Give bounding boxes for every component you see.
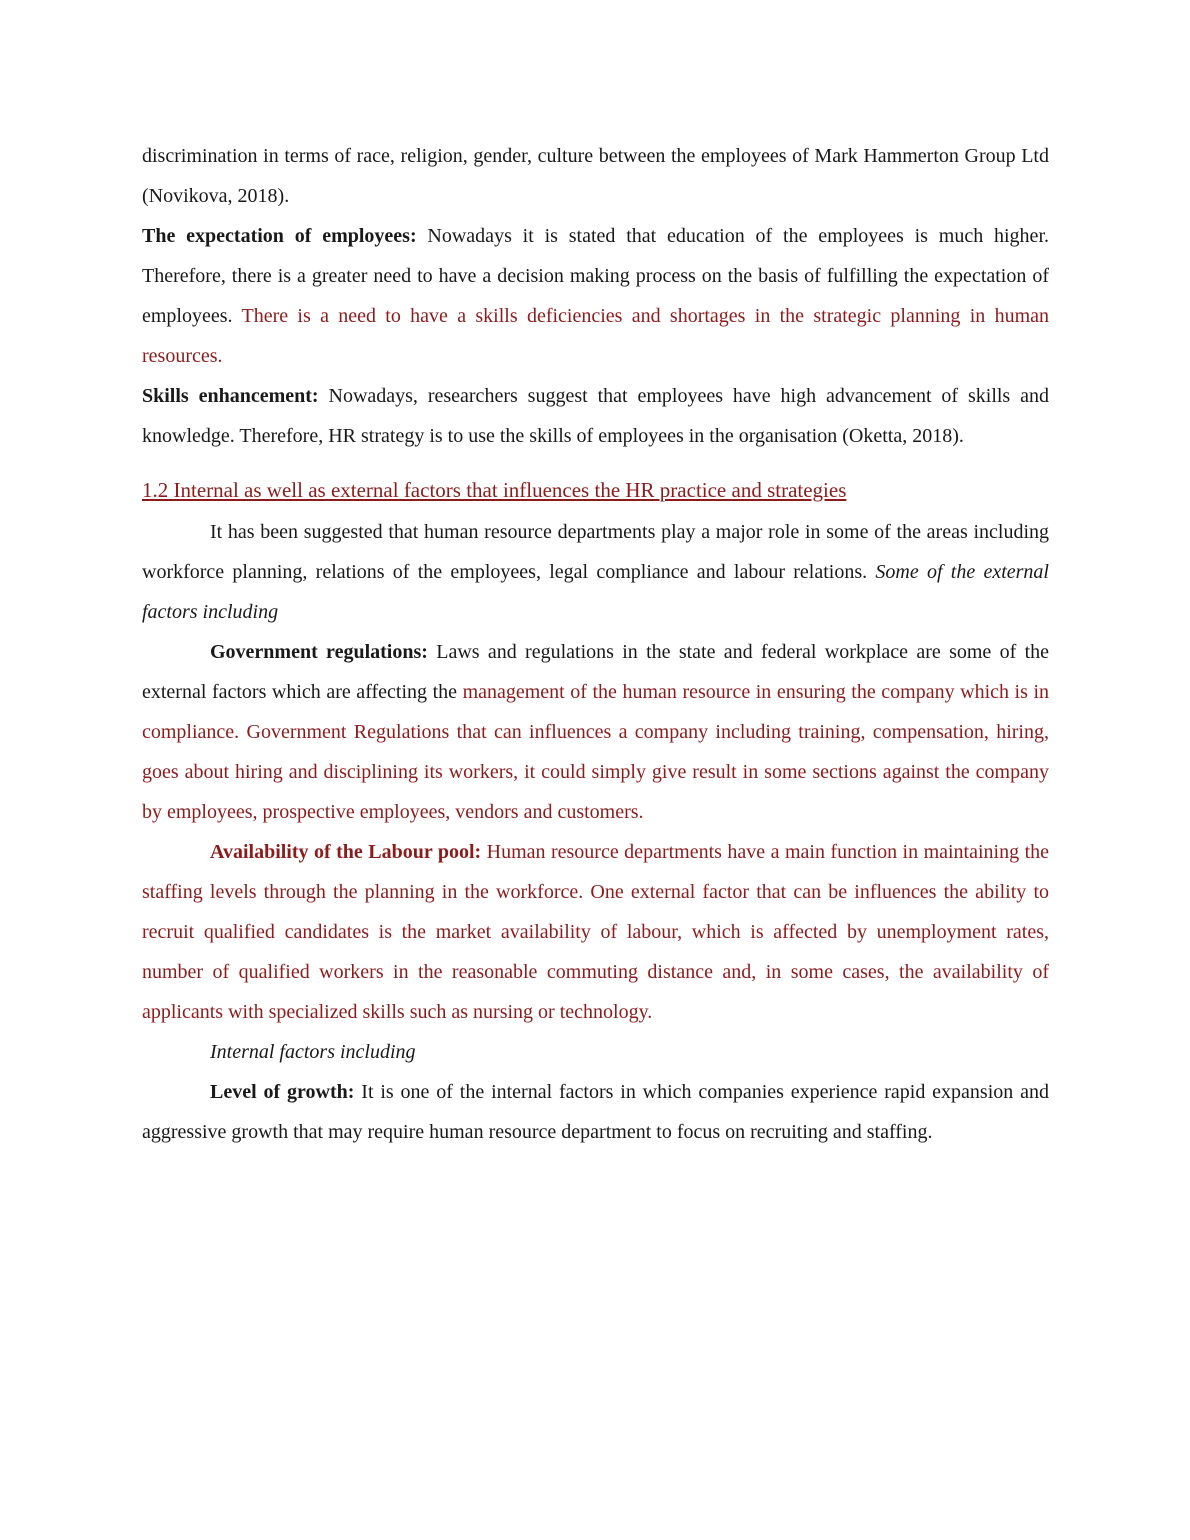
body-text: It is one of the internal factors in which companies experience rapid expansion and aggressive growth that may require human resource department to focus on recruiting and staffing.	[142, 1081, 1050, 1143]
paragraph-hr-departments-role	[142, 512, 1049, 632]
italic-phrase: Internal factors including	[210, 1041, 416, 1063]
body-text: It has been suggested that human resource departments play a major role in some of the areas including workforce planning, relations of the employees, legal compliance and labour relations.	[142, 521, 1049, 583]
italic-phrase: Some of the external factors including	[142, 561, 1049, 623]
red-passage: Human resource departments have a main function in maintaining the staffing levels through the planning in the workforce. One external factor that can be influences the ability to recruit qualified candidates is the market availability of labour, which is affected by unemployment rates, number of qualified workers in the reasonable commuting distance and, in some cases, the availability of applicants with specialized skills such as nursing or technology.	[142, 841, 1050, 1023]
body-text: Nowadays, researchers suggest that employees have high advancement of skills and knowledge. Therefore, HR strategy is to use the skills of employees in the organisation (Oketta, 2018).	[142, 385, 1049, 447]
bold-red-lead: Availability of the Labour pool:	[210, 841, 487, 863]
body-text: Nowadays it is stated that education of the employees is much higher. Therefore, there is a greater need to have a decision making process on the basis of fulfilling the expectation of employees.	[142, 225, 1049, 327]
paragraph-internal-factors	[142, 1032, 1049, 1072]
red-passage: management of the human resource in ensuring the company which is in compliance. Government Regulations that can influences a company including training, compensation, hiring, goes about hiring and disciplining its workers, it could simply give result in some sections against the company by employees, prospective employees, vendors and customers.	[142, 681, 1050, 823]
bold-lead: Government regulations:	[210, 641, 437, 663]
paragraph-level-of-growth	[142, 1072, 1049, 1152]
paragraph-government-regulations	[142, 632, 1049, 832]
paragraph-skills-enhancement	[142, 376, 1049, 456]
bold-lead: The expectation of employees:	[142, 225, 428, 247]
page-content	[142, 136, 1049, 1152]
paragraph-availability-labour-pool	[142, 832, 1049, 1032]
body-text: Laws and regulations in the state and federal workplace are some of the external factors which are affecting the	[142, 641, 1050, 703]
paragraph-discrimination	[142, 136, 1049, 216]
paragraph-expectation-of-employees	[142, 216, 1049, 376]
red-sentence: There is a need to have a skills deficiencies and shortages in the strategic planning in human resources.	[142, 305, 1050, 367]
bold-lead: Level of growth:	[210, 1081, 362, 1103]
body-text: discrimination in terms of race, religion, gender, culture between the employees of Mark Hammerton Group Ltd (Novikova, 2018).	[142, 145, 1049, 207]
bold-lead: Skills enhancement:	[142, 385, 329, 407]
section-heading-1-2: 1.2 Internal as well as external factors that influences the HR practice and strategies	[142, 478, 847, 502]
